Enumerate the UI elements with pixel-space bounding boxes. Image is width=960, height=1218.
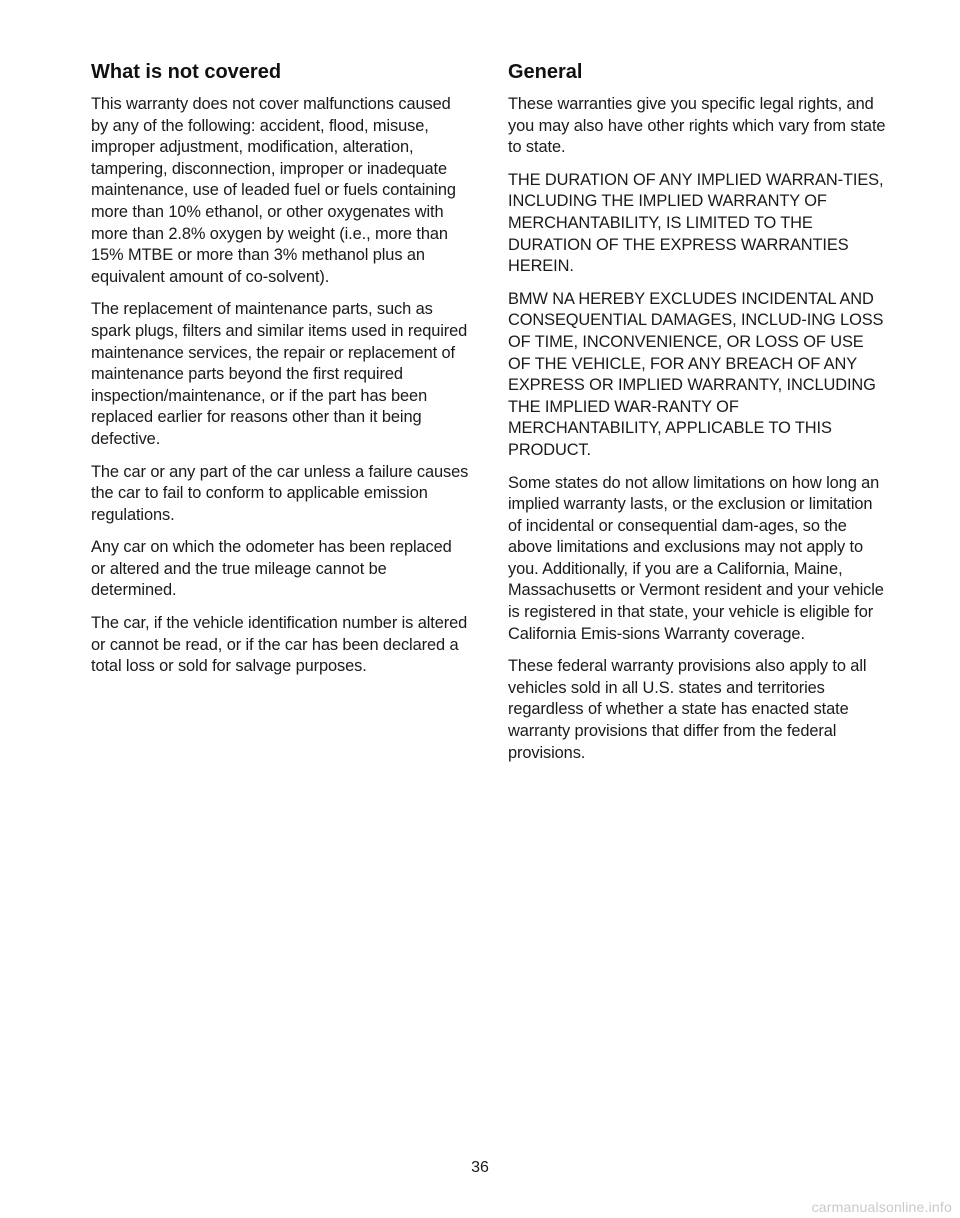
paragraph: This warranty does not cover malfunctions caused by any of the following: accident, flood, misuse, improper adjustment, modification, alteration, tampering, disconnection, improper or inadequate maintenance, use of leaded fuel or fuels containing more than 10% ethanol, or other oxygenates with more than 2.8% oxygen by weight (i.e., more than 15% MTBE or more than 3% methanol plus an equivalent amount of co-solvent). — [91, 95, 456, 286]
paragraph: Any car on which the odometer has been replaced or altered and the true mileage cannot be determined. — [91, 538, 452, 600]
left-column — [91, 58, 469, 689]
section-heading-not-covered: What is not covered — [91, 61, 282, 83]
page-number: 36 — [471, 1159, 489, 1176]
paragraph: The replacement of maintenance parts, such as spark plugs, filters and similar items used in required maintenance services, the repair or replacement of maintenance parts beyond the first required inspection/maintenance, or if the part has been replaced earlier for reasons other than it being defective. — [91, 300, 468, 448]
section-heading-general: General — [508, 61, 583, 83]
paragraph: These federal warranty provisions also apply to all vehicles sold in all U.S. states and territories regardless of whether a state has enacted state warranty provisions that differ from the federal provisions. — [508, 657, 867, 762]
paragraph: Some states do not allow limitations on how long an implied warranty lasts, or the exclusion or limitation of incidental or consequential dam-ages, so the above limitations and exclusions may not apply to you. Additionally, if you are a California, Maine, Massachusetts or Vermont resident and your vehicle is registered in that state, your vehicle is eligible for California Emis-sions Warranty coverage. — [508, 473, 884, 643]
watermark: carmanualsonline.info — [811, 1199, 952, 1215]
right-column — [508, 58, 890, 775]
paragraph: BMW NA HEREBY EXCLUDES INCIDENTAL AND CONSEQUENTIAL DAMAGES, INCLUD-ING LOSS OF TIME, INCONVENIENCE, OR LOSS OF USE OF THE VEHICLE, FOR ANY BREACH OF ANY EXPRESS OR IMPLIED WARRANTY, INCLUDING THE IMPLIED WAR-RANTY OF MERCHANTABILITY, APPLICABLE TO THIS PRODUCT. — [508, 289, 884, 459]
paragraph: The car or any part of the car unless a failure causes the car to fail to conform to applicable emission regulations. — [91, 462, 469, 524]
paragraph: These warranties give you specific legal rights, and you may also have other rights which vary from state to state. — [508, 95, 886, 157]
paragraph: The car, if the vehicle identification number is altered or cannot be read, or if the car has been declared a total loss or sold for salvage purposes. — [91, 614, 468, 676]
paragraph: THE DURATION OF ANY IMPLIED WARRAN-TIES, INCLUDING THE IMPLIED WARRANTY OF MERCHANTABILITY, IS LIMITED TO THE DURATION OF THE EXPRESS WARRANTIES HEREIN. — [508, 170, 884, 276]
